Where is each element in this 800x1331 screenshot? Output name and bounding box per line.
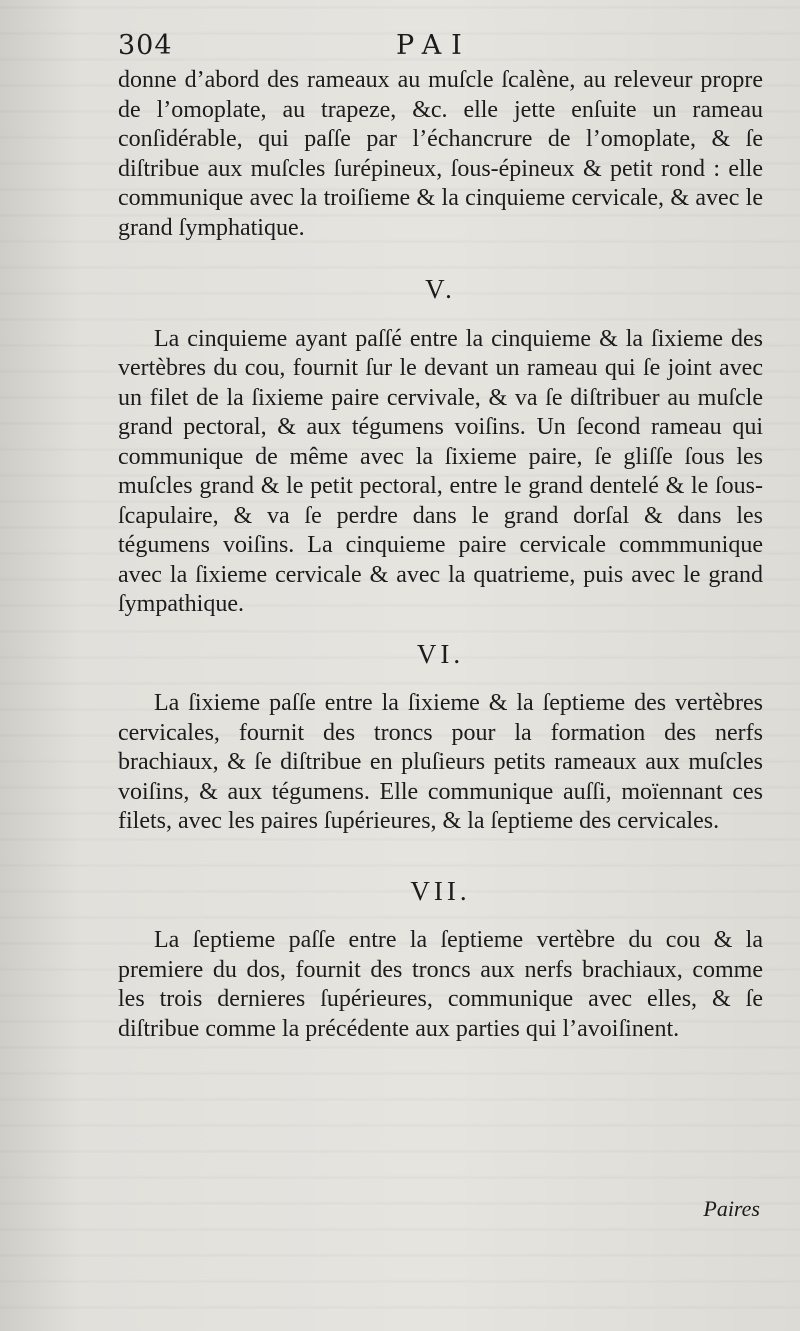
paragraph-continuation: donne d’abord des rameaux au muſcle ſcalène, au releveur propre de l’omoplate, au trapeze, &c. elle jette enſuite un rameau conſidérable, qui paſſe par l’échancrure de l’omoplate, & ſe diſtribue aux muſcles ſurépineux, ſous-épineux & petit rond : elle communique avec la troiſieme & la cinquieme cervicale, & avec le grand ſymphatique. xyxy=(118,67,763,241)
section-heading-vii: VII. xyxy=(410,875,471,906)
paragraph-fifth-pair: La cinquieme ayant paſſé entre la cinquieme & la ſixieme des vertèbres du cou, fournit ſur le devant un rameau qui ſe joint avec un filet de la ſixieme paire cervivale, & va ſe diſtribuer au muſcle grand pectoral, & aux tégumens voiſins. Un ſecond rameau qui communique de même avec la ſixieme paire, ſe gliſſe ſous les muſcles grand & le petit pectoral, entre le grand dentelé & le ſous-ſcapulaire, & va ſe perdre dans le grand dorſal & dans les tégumens voiſins. La cinquieme paire cervicale commmunique avec la ſixieme cervicale & avec la quatrieme, puis avec le grand ſympathique. xyxy=(118,325,763,617)
page-header xyxy=(118,30,763,70)
page-body xyxy=(118,66,763,1044)
section-heading-vi: VI. xyxy=(416,638,465,669)
catchword: Paires xyxy=(703,1196,760,1221)
section-heading-v: V. xyxy=(425,274,456,304)
running-head: PAI xyxy=(396,30,472,61)
page-number: 304 xyxy=(118,30,173,61)
paragraph-sixth-pair: La ſixieme paſſe entre la ſixieme & la ſeptieme des vertèbres cervicales, fournit des troncs pour la formation des nerfs brachiaux, & ſe diſtribue en pluſieurs petits rameaux aux muſcles voiſins, & aux tégumens. Elle communique auſſi, moïennant ces filets, avec les paires ſupérieures, & la ſeptieme des cervicales. xyxy=(118,690,763,834)
paragraph-seventh-pair: La ſeptieme paſſe entre la ſeptieme vertèbre du cou & la premiere du dos, fournit des troncs aux nerfs brachiaux, comme les trois dernieres ſupérieures, communique avec elles, & ſe diſtribue comme la précédente aux parties qui l’avoiſinent. xyxy=(118,927,763,1042)
